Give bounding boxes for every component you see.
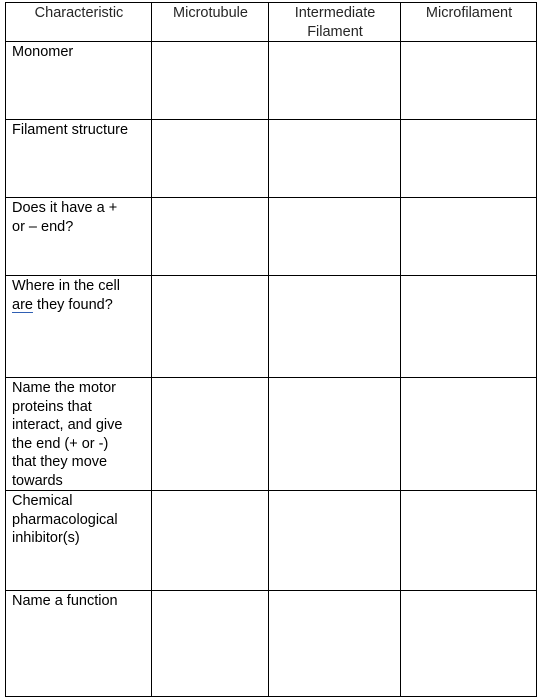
table-cell[interactable] xyxy=(401,120,537,198)
table-cell[interactable] xyxy=(269,591,401,697)
table-cell[interactable] xyxy=(401,42,537,120)
row-label-location xyxy=(6,276,152,378)
table-cell[interactable] xyxy=(152,42,269,120)
row-label-line: towards xyxy=(12,472,63,489)
row-label-line: proteins that xyxy=(12,398,92,415)
table-row xyxy=(6,276,537,378)
table-row xyxy=(6,198,537,276)
row-label-line: Where in the cell xyxy=(12,278,120,294)
table-cell[interactable] xyxy=(152,591,269,697)
table-row xyxy=(6,491,537,591)
table-cell[interactable] xyxy=(401,276,537,378)
table-cell[interactable] xyxy=(269,378,401,491)
cytoskeleton-comparison-table xyxy=(5,2,537,697)
table-cell[interactable] xyxy=(269,42,401,120)
table-cell[interactable] xyxy=(152,276,269,378)
table-cell[interactable] xyxy=(401,491,537,591)
table-row xyxy=(6,378,537,491)
table-cell[interactable] xyxy=(269,198,401,276)
row-label-motor-proteins xyxy=(6,378,152,491)
table-row xyxy=(6,42,537,120)
table-cell[interactable] xyxy=(401,198,537,276)
table-cell[interactable] xyxy=(269,276,401,378)
table-cell[interactable] xyxy=(152,198,269,276)
row-label-rest: they found? xyxy=(32,296,113,313)
header-characteristic: Characteristic xyxy=(6,3,152,42)
row-label-line: interact, and give xyxy=(12,417,123,433)
row-label-plus-minus-end xyxy=(6,198,152,276)
row-label-line: Chemical xyxy=(12,493,73,509)
row-label-line: pharmacological xyxy=(12,511,118,528)
row-label-monomer: Monomer xyxy=(6,42,152,120)
row-label-line: Name the motor xyxy=(12,380,116,396)
table-cell[interactable] xyxy=(401,378,537,491)
table-cell[interactable] xyxy=(152,491,269,591)
spellcheck-underlined-word: are xyxy=(12,296,33,313)
row-label-inhibitors xyxy=(6,491,152,591)
header-microtubule: Microtubule xyxy=(152,3,269,42)
table-cell[interactable] xyxy=(269,120,401,198)
header-intermediate-filament-text: Intermediate Filament xyxy=(294,5,380,40)
header-intermediate-filament xyxy=(269,3,401,42)
row-label-line: or – end? xyxy=(12,218,74,235)
table-cell[interactable] xyxy=(152,378,269,491)
table-row xyxy=(6,120,537,198)
row-label-filament-structure: Filament structure xyxy=(6,120,152,198)
row-label-line: the end (+ or -) xyxy=(12,435,109,452)
row-label-line: Does it have a + xyxy=(12,200,118,216)
header-microfilament: Microfilament xyxy=(401,3,537,42)
header-row xyxy=(6,3,537,42)
row-label-line xyxy=(12,296,146,315)
table-cell[interactable] xyxy=(401,591,537,697)
table-row xyxy=(6,591,537,697)
row-label-function: Name a function xyxy=(6,591,152,697)
table-cell[interactable] xyxy=(152,120,269,198)
row-label-line: inhibitor(s) xyxy=(12,530,80,546)
table-cell[interactable] xyxy=(269,491,401,591)
row-label-line: that they move xyxy=(12,454,108,470)
